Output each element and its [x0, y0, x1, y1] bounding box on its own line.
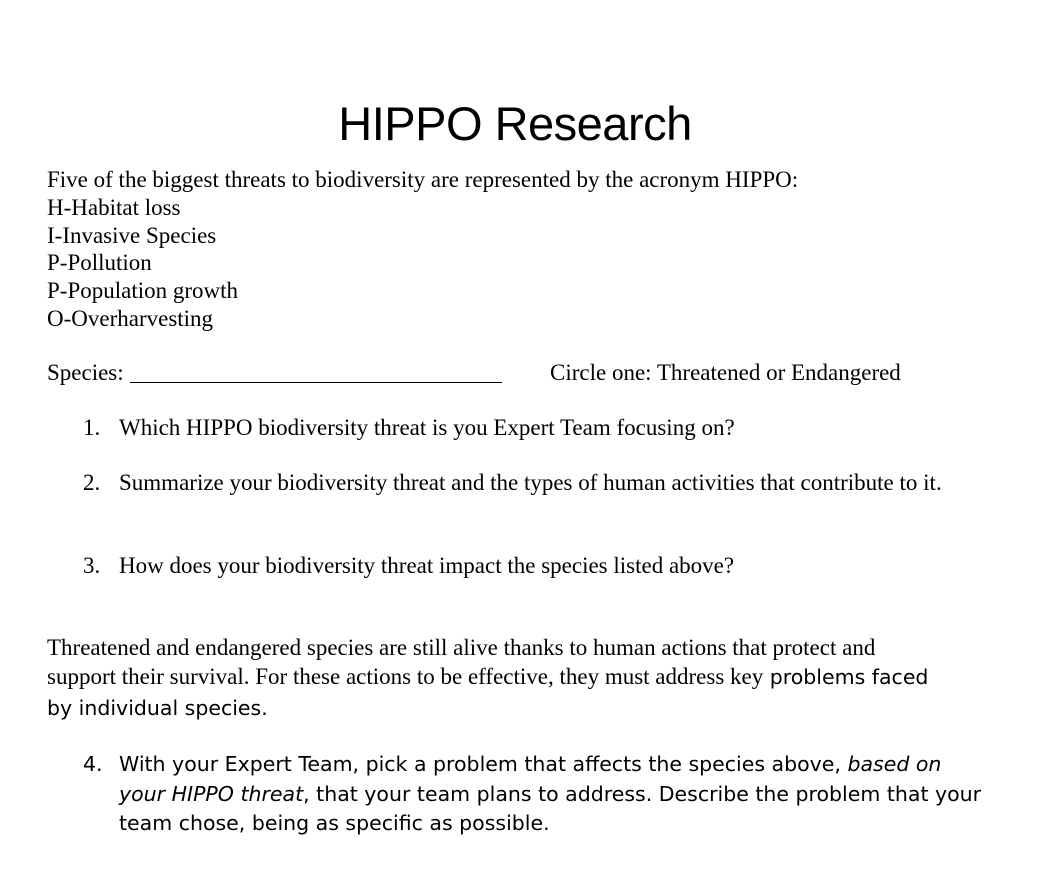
paragraph-line-2	[47, 662, 1007, 694]
question-number: 3.	[83, 553, 101, 578]
page-title: HIPPO Research	[338, 97, 692, 150]
hippo-item-i: I-Invasive Species	[47, 222, 217, 248]
conservation-paragraph	[47, 633, 1007, 723]
question-4-line-2-text: , that your team plans to address. Describe the problem that your	[303, 781, 982, 806]
circle-one-prompt: Circle one: Threatened or Endangered	[550, 360, 901, 385]
question-number: 4.	[83, 752, 103, 776]
hippo-item-p-pollution: P-Pollution	[47, 250, 152, 276]
question-text: How does your biodiversity threat impact the species listed above?	[119, 553, 735, 578]
paragraph-line-1: Threatened and endangered species are still alive thanks to human actions that protect and	[47, 635, 876, 660]
paragraph-line-3: by individual species.	[47, 696, 268, 720]
species-row	[47, 358, 947, 388]
intro-lead: Five of the biggest threats to biodiversity are represented by the acronym HIPPO:	[47, 167, 799, 192]
question-4-text	[119, 750, 1019, 839]
question-4-line-3: team chose, being as specific as possible.	[119, 811, 550, 835]
question-number: 2.	[83, 470, 101, 495]
species-label: Species:	[47, 360, 124, 385]
question-text: Which HIPPO biodiversity threat is you Expert Team focusing on?	[119, 415, 735, 440]
paragraph-line-2-sans: problems faced	[763, 665, 929, 689]
question-3	[83, 551, 734, 581]
hippo-item-o: O-Overharvesting	[47, 305, 214, 331]
hippo-item-p-population: P-Population growth	[47, 278, 239, 304]
question-2	[83, 468, 942, 498]
hippo-intro	[47, 166, 798, 333]
question-number: 1.	[83, 415, 101, 440]
hippo-item-h: H-Habitat loss	[47, 194, 181, 220]
question-4-line-1-text: With your Expert Team, pick a problem that affects the species above,	[119, 752, 848, 776]
species-blank-field[interactable]	[130, 360, 502, 383]
question-1	[83, 413, 735, 443]
question-4-emphasis-2: your HIPPO threat	[119, 781, 304, 806]
question-text: Summarize your biodiversity threat and the types of human activities that contribute to it.	[119, 470, 942, 495]
paragraph-line-2-serif: support their survival. For these actions to be effective, they must address key	[47, 664, 764, 689]
question-4-line-1	[119, 750, 1019, 780]
question-4-emphasis-1: based on	[847, 752, 942, 776]
question-4-line-2	[119, 780, 1019, 810]
